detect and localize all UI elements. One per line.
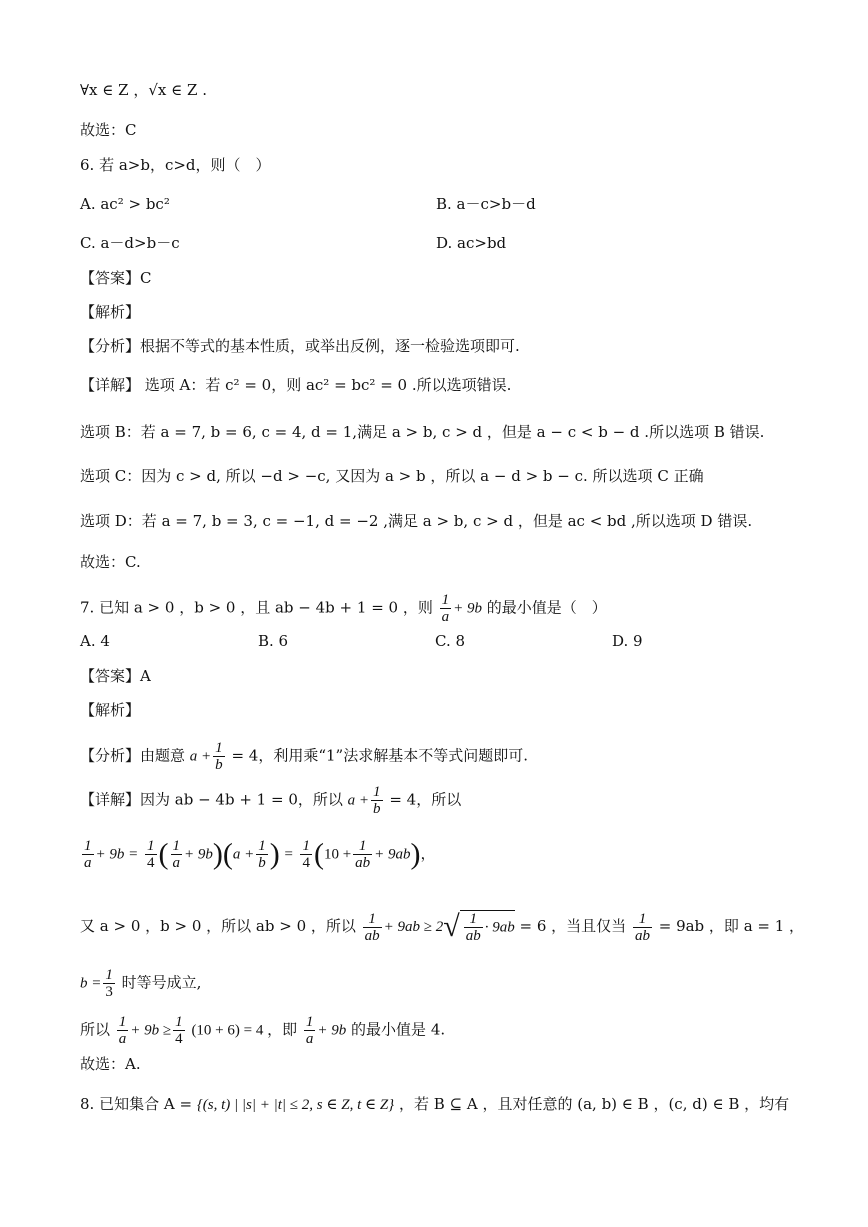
choose-line: 故选：C [80, 121, 137, 139]
q6-detail: 【详解】 选项 A：若 c² = 0，则 ac² = bc² = 0 .所以选项错误. [80, 376, 512, 394]
q6-choose: 故选：C. [80, 553, 141, 571]
q8-stem [80, 1094, 789, 1115]
q7-detail-post: = 4，所以 [389, 790, 462, 809]
q7-answer: 【答案】A [80, 667, 151, 685]
q6-answer: 【答案】C [80, 269, 152, 287]
sqrt-expression: √ $\frac{1}{ab}$ · 9ab [443, 910, 515, 944]
q7-stem-post: 的最小值是（ ） [486, 598, 607, 617]
q7-option-b: B. 6 [258, 632, 289, 650]
q7-detail-pre: 【详解】因为 ab − 4b + 1 = 0，所以 [80, 790, 343, 809]
q8-set: {(s, t) | |s| + |t| ≤ 2, s ∈ Z, t ∈ Z} [196, 1097, 395, 1113]
q8-stem-post: ，若 B ⊆ A ，且对任意的 (a, b) ∈ B ，(c, d) ∈ B ，均有 [398, 1095, 790, 1113]
q7-option-d: D. 9 [612, 632, 643, 650]
fraction-1-over-a: $\frac{1}{a}$ [441, 592, 450, 625]
text-line: ∀x ∈ Z ，√x ∈ Z . [80, 81, 207, 99]
q7-you-pre: 又 a > 0 ，b > 0 ，所以 ab > 0 ，所以 [80, 917, 356, 935]
q6-option-d: D. ac>bd [436, 234, 507, 252]
q7-suoyi-post: 的最小值是 4. [351, 1020, 446, 1039]
q7-option-c: C. 8 [435, 632, 466, 650]
fraction-1-over-b: $\frac{1}{b}$ [215, 740, 223, 773]
q6-stem: 6. 若 a>b，c>d，则（ ） [80, 156, 271, 174]
q6-option-c: C. a－d>b－c [80, 234, 180, 252]
q6-fenxi: 【分析】根据不等式的基本性质，或举出反例，逐一检验选项即可. [80, 337, 520, 355]
q6-option-b: B. a－c>b－d [436, 195, 536, 213]
q7-stem-pre: 7. 已知 a > 0 ，b > 0 ，且 ab − 4b + 1 = 0 ，则 [80, 598, 433, 617]
q6-option-d-analysis: 选项 D：若 a = 7, b = 3, c = −1, d = −2 ,满足 a > b, c > d ，但是 ac < bd ,所以选项 D 错误. [80, 512, 753, 530]
q7-eq-text: 时等号成立, [121, 973, 202, 992]
q7-suoyi-pre: 所以 [80, 1020, 111, 1039]
q7-stem: 7. 已知 a > 0 ，b > 0 ，且 ab − 4b + 1 = 0 ，则 $\frac{1}{a}$ + 9b 的最小值是（ ） [80, 592, 607, 625]
q7-choose: 故选：A. [80, 1055, 141, 1073]
q6-jiexi: 【解析】 [80, 303, 141, 321]
q7-equation: $\frac{1}{a}$ + 9b = $\frac{1}{4}$ ( $\frac{1}{a}$ + 9b)(a + $\frac{1}{b}$ ) = $\frac{1}{4}$ (10 + $\frac{1}{ab}$ + 9ab)， [84, 837, 436, 871]
q7-fenxi: 【分析】由题意 a + $\frac{1}{b}$ = 4，利用乘“1”法求解基本不等式问题即可. [80, 740, 528, 773]
q7-equality-condition: b = $\frac{1}{3}$ 时等号成立, [80, 967, 202, 1000]
q7-suoyi-mid: (10 + 6) = 4 ，即 [191, 1022, 298, 1039]
q7-inequality: 又 a > 0 ，b > 0 ，所以 ab > 0 ，所以 $\frac{1}{ab}$ + 9ab ≥ 2√ $\frac{1}{ab}$ · 9ab = 6 ，当且仅当 $\frac{1}{ab}$ = 9ab ，即 a = 1 ， [80, 910, 805, 944]
fraction-1-over-b: $\frac{1}{b}$ [373, 784, 381, 817]
q7-jiexi: 【解析】 [80, 701, 141, 719]
q7-conclusion: 所以 $\frac{1}{a}$ + 9b ≥ $\frac{1}{4}$ (10 + 6) = 4 ，即 $\frac{1}{a}$ + 9b 的最小值是 4. [80, 1014, 446, 1047]
q7-option-a: A. 4 [80, 632, 110, 650]
q6-option-a: A. ac² > bc² [80, 195, 170, 213]
q7-detail: 【详解】因为 ab − 4b + 1 = 0，所以 a + $\frac{1}{b}$ = 4，所以 [80, 784, 462, 817]
q6-option-b-analysis: 选项 B：若 a = 7, b = 6, c = 4, d = 1,满足 a > b, c > d ，但是 a − c < b − d .所以选项 B 错误. [80, 423, 765, 441]
q8-stem-pre: 8. 已知集合 A = [80, 1095, 193, 1113]
q7-fenxi-pre: 【分析】由题意 [80, 746, 186, 765]
q6-option-c-analysis: 选项 C：因为 c > d, 所以 −d > −c, 又因为 a > b ，所以 a − d > b − c. 所以选项 C 正确 [80, 467, 704, 485]
q7-you-mid: = 6 ，当且仅当 [519, 917, 627, 935]
q7-you-post: = 9ab ，即 a = 1 ， [658, 917, 805, 935]
q7-fenxi-post: = 4，利用乘“1”法求解基本不等式问题即可. [231, 746, 528, 765]
